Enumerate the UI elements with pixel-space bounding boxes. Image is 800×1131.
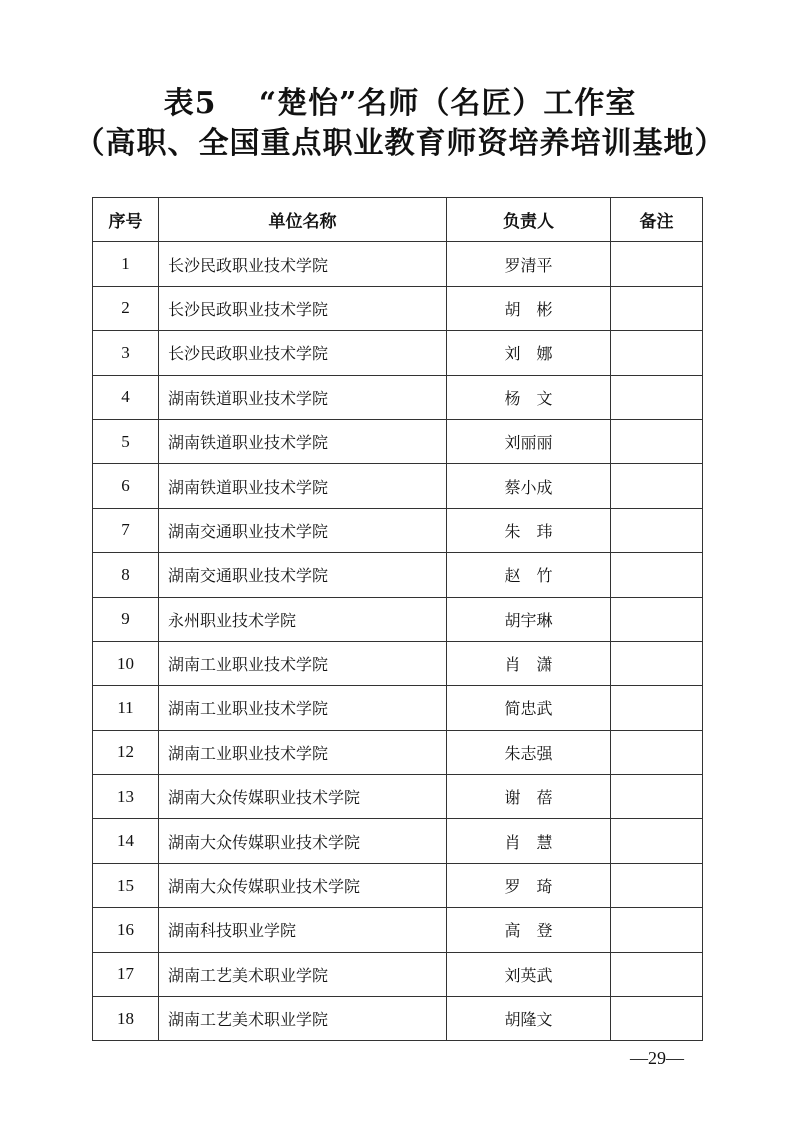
- row-remarks: [611, 597, 703, 641]
- row-person-in-charge: 赵 竹: [447, 553, 611, 597]
- row-unit-name: 永州职业技术学院: [159, 597, 447, 641]
- row-remarks: [611, 242, 703, 286]
- row-remarks: [611, 775, 703, 819]
- row-serial: 4: [93, 375, 159, 419]
- row-person-in-charge: 蔡小成: [447, 464, 611, 508]
- table-row: [93, 908, 703, 952]
- page-title: 表5 “楚怡”名师（名匠）工作室: [163, 86, 637, 121]
- row-remarks: [611, 508, 703, 552]
- row-person-in-charge: 胡 彬: [447, 286, 611, 330]
- table-row: [93, 508, 703, 552]
- row-serial: 5: [93, 419, 159, 463]
- row-serial: 6: [93, 464, 159, 508]
- table-row: [93, 553, 703, 597]
- row-person-in-charge: 胡隆文: [447, 997, 611, 1041]
- table-row: [93, 863, 703, 907]
- row-unit-name: 湖南铁道职业技术学院: [159, 375, 447, 419]
- header-serial: 序号: [93, 198, 159, 242]
- row-serial: 10: [93, 641, 159, 685]
- row-remarks: [611, 730, 703, 774]
- row-serial: 3: [93, 331, 159, 375]
- table-row: [93, 242, 703, 286]
- row-person-in-charge: 朱志强: [447, 730, 611, 774]
- row-unit-name: 湖南工业职业技术学院: [159, 641, 447, 685]
- table-row: [93, 952, 703, 996]
- row-person-in-charge: 刘英武: [447, 952, 611, 996]
- row-serial: 7: [93, 508, 159, 552]
- row-serial: 9: [93, 597, 159, 641]
- row-unit-name: 长沙民政职业技术学院: [159, 286, 447, 330]
- row-serial: 15: [93, 863, 159, 907]
- table-row: [93, 686, 703, 730]
- table-row: [93, 819, 703, 863]
- row-unit-name: 湖南交通职业技术学院: [159, 508, 447, 552]
- page-subtitle: （高职、全国重点职业教育师资培养培训基地）: [74, 126, 726, 161]
- row-unit-name: 湖南铁道职业技术学院: [159, 419, 447, 463]
- row-remarks: [611, 286, 703, 330]
- row-unit-name: 湖南交通职业技术学院: [159, 553, 447, 597]
- row-serial: 12: [93, 730, 159, 774]
- table-row: [93, 375, 703, 419]
- table-row: [93, 597, 703, 641]
- row-person-in-charge: 高 登: [447, 908, 611, 952]
- row-remarks: [611, 819, 703, 863]
- table-body: [93, 242, 703, 1041]
- row-unit-name: 长沙民政职业技术学院: [159, 331, 447, 375]
- row-remarks: [611, 641, 703, 685]
- row-unit-name: 湖南工业职业技术学院: [159, 730, 447, 774]
- row-remarks: [611, 331, 703, 375]
- row-serial: 2: [93, 286, 159, 330]
- row-serial: 14: [93, 819, 159, 863]
- row-serial: 18: [93, 997, 159, 1041]
- row-remarks: [611, 997, 703, 1041]
- table-row: [93, 286, 703, 330]
- row-unit-name: 湖南工业职业技术学院: [159, 686, 447, 730]
- row-serial: 8: [93, 553, 159, 597]
- row-remarks: [611, 686, 703, 730]
- row-person-in-charge: 罗清平: [447, 242, 611, 286]
- header-unit-name: 单位名称: [159, 198, 447, 242]
- row-person-in-charge: 杨 文: [447, 375, 611, 419]
- row-person-in-charge: 肖 慧: [447, 819, 611, 863]
- row-remarks: [611, 464, 703, 508]
- row-unit-name: 湖南大众传媒职业技术学院: [159, 819, 447, 863]
- table-header-row: [93, 198, 703, 242]
- row-remarks: [611, 419, 703, 463]
- row-person-in-charge: 罗 琦: [447, 863, 611, 907]
- row-person-in-charge: 刘 娜: [447, 331, 611, 375]
- row-person-in-charge: 朱 玮: [447, 508, 611, 552]
- row-unit-name: 湖南科技职业学院: [159, 908, 447, 952]
- row-person-in-charge: 刘丽丽: [447, 419, 611, 463]
- table-row: [93, 997, 703, 1041]
- row-unit-name: 湖南大众传媒职业技术学院: [159, 775, 447, 819]
- row-serial: 16: [93, 908, 159, 952]
- table-row: [93, 419, 703, 463]
- table-row: [93, 641, 703, 685]
- row-remarks: [611, 863, 703, 907]
- row-serial: 11: [93, 686, 159, 730]
- row-remarks: [611, 553, 703, 597]
- studio-table: [92, 197, 703, 1041]
- table-row: [93, 775, 703, 819]
- row-remarks: [611, 952, 703, 996]
- row-person-in-charge: 简忠武: [447, 686, 611, 730]
- row-person-in-charge: 肖 潇: [447, 641, 611, 685]
- row-unit-name: 长沙民政职业技术学院: [159, 242, 447, 286]
- header-person-in-charge: 负责人: [447, 198, 611, 242]
- table-row: [93, 464, 703, 508]
- row-serial: 13: [93, 775, 159, 819]
- row-unit-name: 湖南工艺美术职业学院: [159, 997, 447, 1041]
- row-remarks: [611, 908, 703, 952]
- table-row: [93, 331, 703, 375]
- row-serial: 1: [93, 242, 159, 286]
- header-remarks: 备注: [611, 198, 703, 242]
- row-remarks: [611, 375, 703, 419]
- row-unit-name: 湖南铁道职业技术学院: [159, 464, 447, 508]
- row-unit-name: 湖南大众传媒职业技术学院: [159, 863, 447, 907]
- row-person-in-charge: 胡宇琳: [447, 597, 611, 641]
- row-unit-name: 湖南工艺美术职业学院: [159, 952, 447, 996]
- row-person-in-charge: 谢 蓓: [447, 775, 611, 819]
- table-row: [93, 730, 703, 774]
- row-serial: 17: [93, 952, 159, 996]
- page-number: —29—: [630, 1048, 684, 1068]
